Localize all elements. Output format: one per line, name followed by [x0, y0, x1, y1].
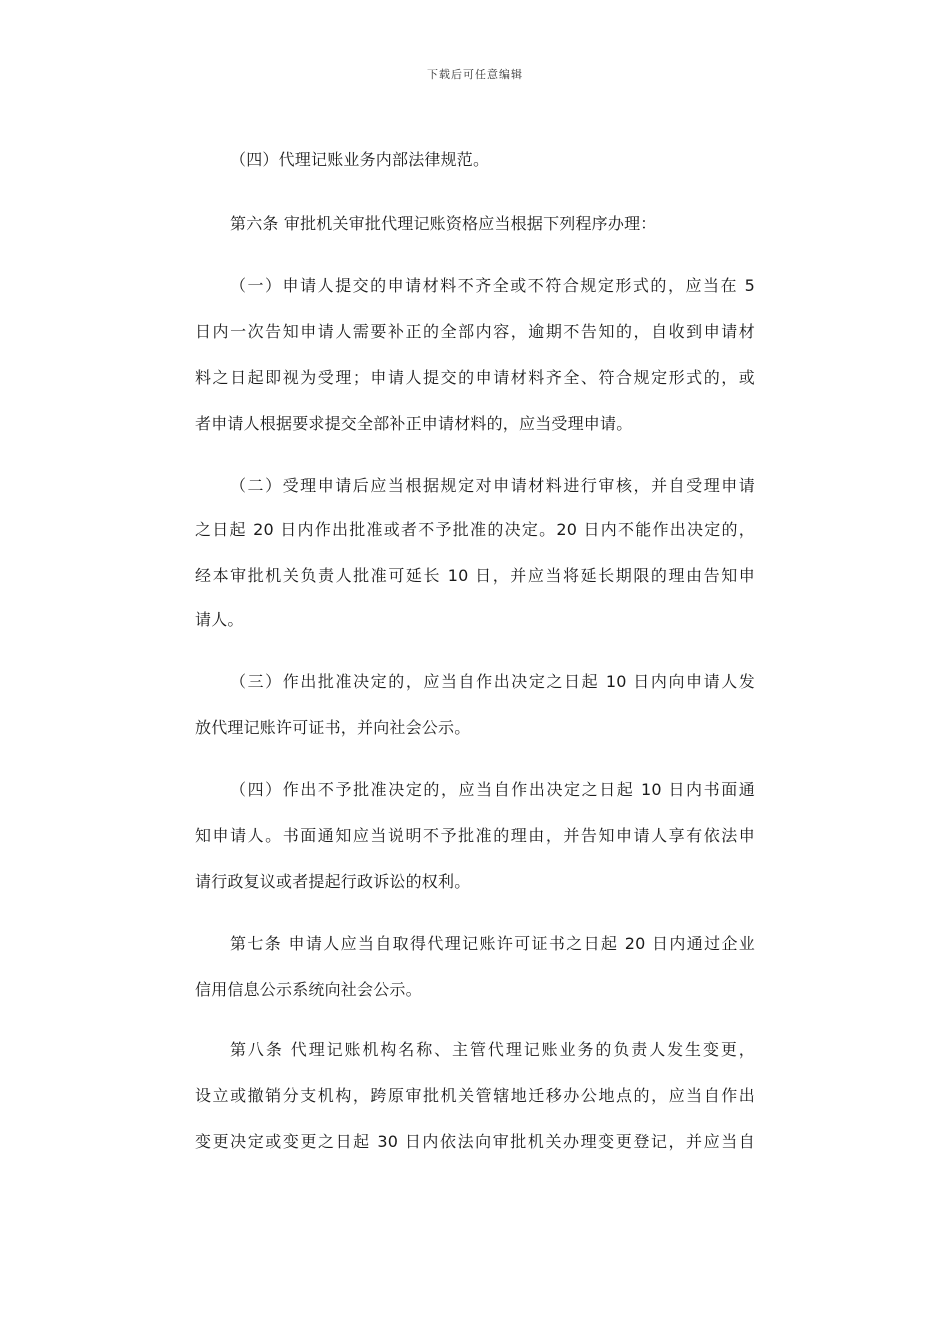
text-line: （一）申请人提交的申请材料不齐全或不符合规定形式的，应当在 5 [230, 276, 755, 295]
text-line: （四）代理记账业务内部法律规范。 [230, 150, 490, 169]
text-line: 第六条 审批机关审批代理记账资格应当根据下列程序办理： [230, 214, 657, 233]
text-line: 之日起 20 日内作出批准或者不予批准的决定。20 日内不能作出决定的， [195, 520, 755, 539]
text-line: 请人。 [195, 610, 244, 629]
text-line: （四）作出不予批准决定的，应当自作出决定之日起 10 日内书面通 [230, 780, 755, 799]
page-header: 下载后可任意编辑 [427, 68, 523, 81]
text-line: （二）受理申请后应当根据规定对申请材料进行审核，并自受理申请 [230, 476, 755, 495]
text-line: 者申请人根据要求提交全部补正申请材料的，应当受理申请。 [195, 414, 633, 433]
text-line: 第七条 申请人应当自取得代理记账许可证书之日起 20 日内通过企业 [230, 934, 755, 953]
text-line: 变更决定或变更之日起 30 日内依法向审批机关办理变更登记，并应当自 [195, 1132, 755, 1151]
text-line: 第八条 代理记账机构名称、主管代理记账业务的负责人发生变更， [230, 1040, 755, 1059]
text-line: 信用信息公示系统向社会公示。 [195, 980, 422, 999]
text-line: 放代理记账许可证书，并向社会公示。 [195, 718, 471, 737]
text-line: 知申请人。书面通知应当说明不予批准的理由，并告知申请人享有依法申 [195, 826, 755, 845]
text-line: 设立或撤销分支机构，跨原审批机关管辖地迁移办公地点的，应当自作出 [195, 1086, 755, 1105]
text-line: 日内一次告知申请人需要补正的全部内容，逾期不告知的，自收到申请材 [195, 322, 755, 341]
text-line: 料之日起即视为受理；申请人提交的申请材料齐全、符合规定形式的，或 [195, 368, 755, 387]
text-line: （三）作出批准决定的，应当自作出决定之日起 10 日内向申请人发 [230, 672, 755, 691]
text-line: 经本审批机关负责人批准可延长 10 日，并应当将延长期限的理由告知申 [195, 566, 755, 585]
text-line: 请行政复议或者提起行政诉讼的权利。 [195, 872, 471, 891]
